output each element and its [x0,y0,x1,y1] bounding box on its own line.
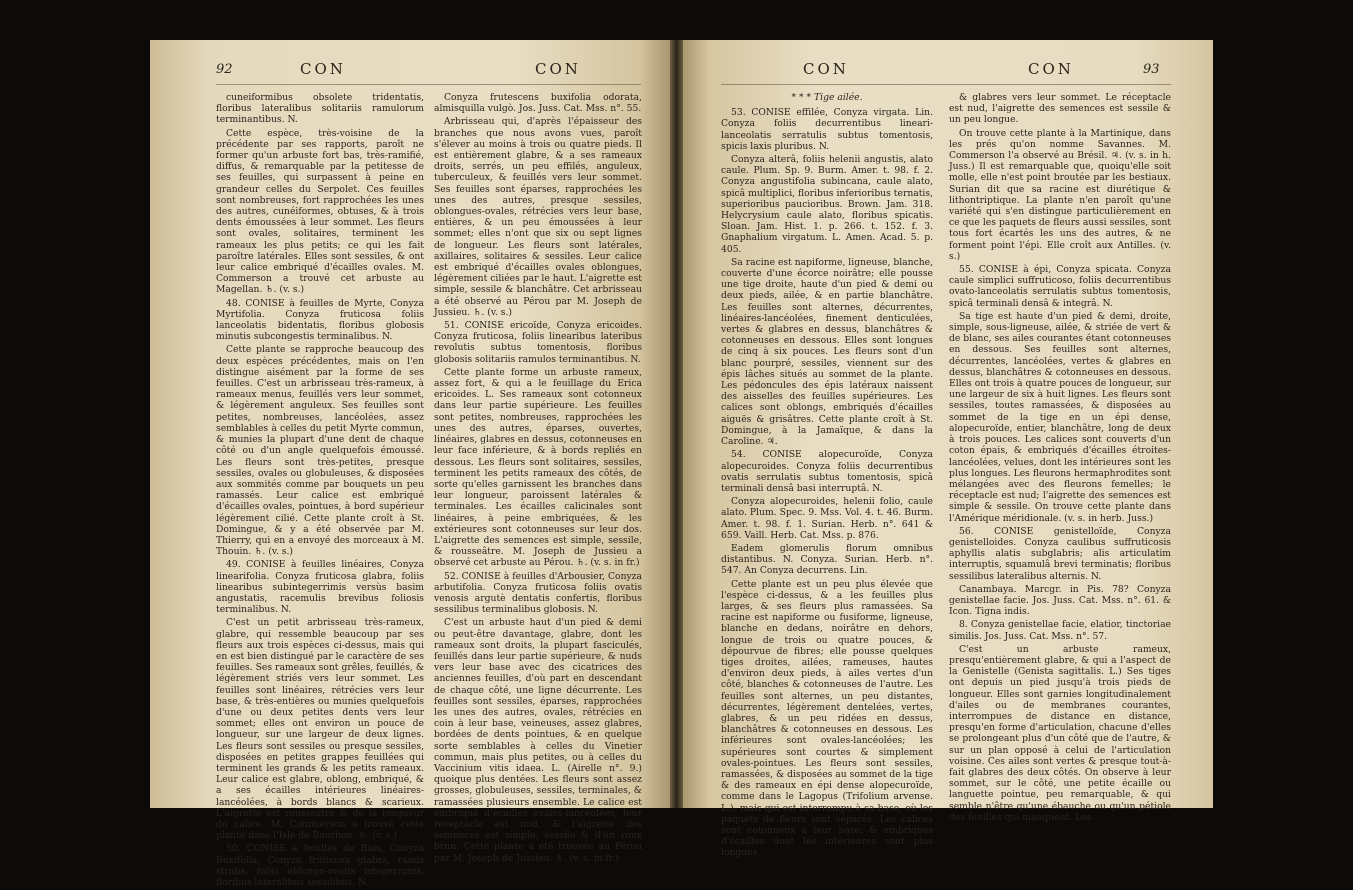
paragraph: On trouve cette plante à la Martinique, dans les prés qu'on nomme Savannes. M. Commerson l'a observé au Brésil. ♃. (v. s. in h. Juss.) Il est remarquable que, quoiqu'elle soit molle, elle n'est point broutée par les bestiaux. Surian dit que sa racine est diurétique & lithontriptique. La plante n'en paroît qu'une variété qui s'en distingue particulièrement en ce que les paquets de fleurs aussi sessiles, sont tous fort écartés les uns des autres, & ne forment point l'épi. Elle croît aux Antilles. (v. s.) [949,127,1171,262]
paragraph: cuneiformibus obsolete tridentatis, floribus lateralibus solitariis ramulorum terminantibus. N. [216,92,424,126]
running-head: CON [803,60,849,78]
paragraph: Conyza alterâ, foliis helenii angustis, alato caule. Plum. Sp. 9. Burm. Amer. t. 98. f. 2. Conyza angustifolia subincana, caule alato, spicâ multiplici, floribus inferioribus ternatis, superioribus paucioribus. Brown. Jam. 318. Helycrysium caule alato, floribus spicatis. Sloan. Jam. Hist. 1. p. 266. t. 152. f. 3. Gnaphalium virgatum. L. Amen. Acad. 5. p. 405. [721,154,933,255]
text-column-1 [721,92,933,861]
paragraph: Cette espèce, très-voisine de la précédente par ses rapports, paroît ne former qu'un arbuste fort bas, très-ramifié, diffus, & remarquable par la petitesse de ses feuilles, qui surpassent à peine en grandeur celles du Serpolet. Ces feuilles sont nombreuses, fort rapprochées les unes des autres, cunéiformes, obtuses, & à trois dents émoussées à leur sommet. Les fleurs sont ovales, solitaires, terminent les rameaux les plus petits; ce qui les fait paroître latérales. Elles sont sessiles, & ont leur calice embriqué d'écailles ovales. M. Commerson a trouvé cet arbuste au Magellan. ♄. (v. s.) [216,127,424,296]
paragraph: Canambaya. Marcgr. in Pis. 78? Conyza genistellae facie. Jos. Juss. Cat. Mss. n°. 61. & Icon. Tigna indis. [949,583,1171,618]
left-page [150,40,670,889]
paragraph: 51. CONISE ericoïde, Conyza ericoides. Conyza fruticosa, foliis linearibus lateribus revolutis subtus tomentosis, floribus globosis solitariis ramulos terminantibus. N. [434,320,642,365]
text-column-2 [949,92,1171,825]
paragraph: 49. CONISE à feuilles linéaires, Conyza linearifolia. Conyza fruticosa glabra, foliis linearibus subintegerrimis versùs basim angustatis, racemulis brevibus foliosis terminalibus. N. [216,559,424,616]
book-gutter [670,40,683,808]
paragraph: Cette plante se rapproche beaucoup des deux espèces précédentes, mais on l'en distingue aisément par la forme de ses feuilles. C'est un arbrisseau très-rameux, à rameaux menus, feuillés vers leur sommet, & légèrement anguleux. Ses feuilles sont petites, nombreuses, lancéolées, assez semblables à celles du petit Myrte commun, & munies la plupart d'une dent de chaque côté ou d'un angle quelquefois émoussé. Les fleurs sont très-petites, presque sessiles, ovales ou globuleuses, & disposées aux sommités comme par bouquets un peu ramassés. Leur calice est embriqué d'écailles ovales, pointues, à bord supérieur légèrement cilié. Cette plante croît à St. Domingue, & y a été observée par M. Thierry, qui en a envoyé des morceaux à M. Thouin. ♄. (v. s.) [216,344,424,558]
paragraph: 56. CONISE genistelloïde, Conyza genistelloides. Conyza caulibus suffruticosis aphyllis alatis subglabris; alis articulatim interruptis, squamulâ brevi terminatis; floribus sessilibus lateralibus alternis. N. [949,525,1171,582]
text-column-2 [434,92,642,866]
paragraph: Conyza frutescens buxifolia odorata, almisquilla vulgò. Jos. Juss. Cat. Mss. n°. 55. [434,92,642,115]
paragraph: 52. CONISE à feuilles d'Arbousier, Conyza arbutifolia. Conyza fruticosa foliis ovatis venosis argutè dentatis confertis, floribus sessilibus terminalibus globosis. N. [434,570,642,616]
paragraph: 48. CONISE à feuilles de Myrte, Conyza Myrtifolia. Conyza fruticosa foliis lanceolatis bidentatis, floribus globosis minutis subcongestis terminalibus. N. [216,297,424,343]
text-column-1 [216,92,424,890]
paragraph: Cette plante forme un arbuste rameux, assez fort, & qui a le feuillage du Erica ericoides. L. Ses rameaux sont cotonneux dans leur partie supérieure. Les feuilles sont petites, nombreuses, rapprochées les unes des autres, éparses, ouvertes, linéaires, glabres en dessus, cotonneuses en leur face inférieure, & à bords repliés en dessous. Les fleurs sont solitaires, sessiles, terminent les petits rameaux des côtés, de sorte qu'elles garnissent les branches dans leur longueur, paroissent latérales & terminales. Les écailles calicinales sont linéaires, à peine embriquées, & les extérieures sont cotonneuses sur leur dos. L'aigrette des semences est simple, sessile, & rousseâtre. M. Joseph de Jussieu a observé cet arbuste au Pérou. ♄. (v. s. in fr.) [434,366,642,569]
right-page [683,40,1213,859]
running-head: CON [535,60,581,78]
paragraph: Arbrisseau qui, d'après l'épaisseur des branches que nous avons vues, paroît s'élever au moins à trois ou quatre pieds. Il est entièrement glabre, & a ses rameaux droits, serrés, un peu effilés, anguleux, tuberculeux, & feuillés vers leur sommet. Ses feuilles sont éparses, rapprochées les unes des autres, presque sessiles, oblongues-ovales, rétrécies vers leur base, entières, & un peu émoussées à leur sommet; elles n'ont que six ou sept lignes de longueur. Les fleurs sont latérales, axillaires, solitaires & sessiles. Leur calice est embriqué d'écailles ovales oblongues, légèrement ciliées par le haut. L'aigrette est simple, sessile & blanchâtre. Cet arbrisseau a été observé au Pérou par M. Joseph de Jussieu. ♄. (v. s.) [434,116,642,318]
paragraph: 50. CONISE à feuilles de Buis, Conyza Buxifolia. Conyza fruticosa glabra, ramis stridis, foliis oblongo-ovatis integerrimis, floribus lateralibus sessilibus. N. [216,843,424,889]
running-head: CON [300,60,346,78]
page-number: 93 [1143,62,1160,77]
paragraph: Eadem glomerulis florum omnibus distantibus. N. Conyza. Surian. Herb. n°. 547. An Conyza decurrens. Lin. [721,542,933,577]
paragraph: Conyza alopecuroides, helenii folio, caule alato. Plum. Spec. 9. Mss. Vol. 4. t. 46. Burm. Amer. t. 98. f. 1. Surian. Herb. n°. 641 & 659. Vaill. Herb. Cat. Mss. p. 876. [721,496,933,541]
header-rule [721,84,1171,85]
paragraph: C'est un petit arbrisseau très-rameux, glabre, qui ressemble beaucoup par ses fleurs aux trois espèces ci-dessus, mais qui en est bien distingué par le caractère de ses feuilles. Ses rameaux sont grêles, feuillés, & légèrement striés vers leur sommet. Les feuilles sont linéaires, rétrécies vers leur base, & très-entières ou munies quelquefois d'une ou deux petites dents vers leur sommet; elles ont environ un pouce de longueur, sur une largeur de deux lignes. Les fleurs sont sessiles ou presque sessiles, disposées en petites grappes feuillées qui terminent les grands & les petits rameaux. Leur calice est glabre, oblong, embriqué, & a ses écailles intérieures linéaires-lancéolées, à bords blancs & scarieux. L'aigrette est rousseâtre & de la longueur du calice. M. Commerson a trouvé cette plante dans l'Isle de Bourbon. ♄. (v. s.) [216,617,424,842]
paragraph: 54. CONISE alopecuroïde, Conyza alopecuroides. Conyza foliis decurrentibus ovatis serrulatis subtus tomentosis, spicâ terminali densâ basi interruptâ. N. [721,449,933,494]
paragraph: Sa racine est napiforme, ligneuse, blanche, couverte d'une écorce noirâtre; elle pousse une tige droite, haute d'un pied & demi ou deux pieds, ailée, & en partie blanchâtre. Les feuilles sont alternes, décurrentes, linéaires-lancéolées, finement denticulées, vertes & glabres en dessus, blanchâtres & cotonneuses en dessous. Elles sont longues de cinq à six pouces. Les fleurs sont d'un blanc pourpré, sessiles, viennent sur des épis lâches situés au sommet de la plante. Les pédoncules des épis latéraux naissent des aisselles des feuilles supérieures. Les calices sont oblongs, embriqués d'écailles aiguës & grisâtres. Cette plante croît à St. Domingue, à la Jamaïque, & dans la Caroline. ♃. [721,256,933,448]
running-head: CON [1028,60,1074,78]
section-heading: * * * Tige ailée. [791,92,863,103]
paragraph: C'est un arbuste rameux, presqu'entièrement glabre, & qui a l'aspect de la Genistelle (Genista sagittalis. L.) Ses tiges ont depuis un pied jusqu'à trois pieds de longueur. Elles sont garnies longitudinalement d'ailes ou de membranes courantes, interrompues de distance en distance, presqu'en forme d'articulation, chacune d'elles se prolongeant plus d'un côté que de l'autre, & sur un plan opposé à celui de l'articulation voisine. Ces ailes sont vertes & presque tout-à-fait glabres des deux côtés. On observe à leur sommet, sur le côté, une petite écaille ou languette pointue, peu remarquable, & qui semble n'être qu'une ébauche ou qu'un pétiole des feuilles qui manquent. Les [949,643,1171,823]
paragraph: 53. CONISE effilée, Conyza virgata. Lin. Conyza foliis decurrentibus lineari-lanceolatis serratulis subtus tomentosis, spicis laxis pluribus. N. [721,107,933,152]
paragraph: 55. CONISE à épi, Conyza spicata. Conyza caule simplici suffruticoso, foliis decurrentibus ovato-lanceolatis serrulatis subtus tomentosis, spicâ terminali densâ & integrâ. N. [949,264,1171,309]
page-number: 92 [216,62,233,77]
paragraph: 8. Conyza genistellae facie, elatior, tinctoriae similis. Jos. Juss. Cat. Mss. n°. 57. [949,619,1171,642]
paragraph: Cette plante est un peu plus élevée que l'espèce ci-dessus, & a les feuilles plus larges, & ses fleurs plus ramassées. Sa racine est napiforme ou fusiforme, ligneuse, blanche en dedans, noirâtre en dehors, longue de trois ou quatre pouces, & dépourvue de fibres; elle pousse quelques tiges droites, ailées, rameuses, hautes d'environ deux pieds, à ailes vertes d'un côté, blanches & cotonneuses de l'autre. Les feuilles sont alternes, un peu distantes, décurrentes, légèrement dentelées, vertes, glabres, & un peu ridées en dessus, blanchâtres & cotonneuses en dessous. Les inférieures sont ovales-lancéolées; les supérieures sont courtes & simplement ovales-pointues. Les fleurs sont sessiles, ramassées, & disposées au sommet de la tige & des rameaux en épi dense alopecuroïde, comme dans le Lagopus (Trifolium arvense. L.), mais qui est interrompu à sa base, où les paquets de fleurs sont séparés. Les calices sont cotonneux à leur base, & embriqués d'écailles dont les intérieures sont plus longues [721,578,933,859]
paragraph: Sa tige est haute d'un pied & demi, droite, simple, sous-ligneuse, ailée, & striée de vert & de blanc, ses ailes courantes étant cotonneuses en dessous. Ses feuilles sont alternes, décurrentes, lancéolées, vertes & glabres en dessus, blanchâtres & cotonneuses en dessous. Elles ont trois à quatre pouces de longueur, sur une largeur de six à huit lignes. Les fleurs sont sessiles, toutes ramassées, & disposées au sommet de la tige en un épi dense, alopecuroïde, entier, blanchâtre, long de deux à trois pouces. Les calices sont couverts d'un coton épais, & embriqués d'écailles étroites-lancéolées, velues, dont les intérieures sont les plus longues. Les fleurons hermaphrodites sont mélangées avec des fleurons femelles; le réceptacle est nud; l'aigrette des semences est simple & sessile. On trouve cette plante dans l'Amérique méridionale. (v. s. in herb. Juss.) [949,310,1171,524]
paragraph: & glabres vers leur sommet. Le réceptacle est nud, l'aigrette des semences est sessile & un peu longue. [949,92,1171,126]
header-rule [216,84,641,85]
paragraph: C'est un arbuste haut d'un pied & demi ou peut-être davantage, glabre, dont les rameaux sont droits, la plupart fasciculés, feuillés dans leur partie supérieure, & nuds vers leur base avec des cicatrices des anciennes feuilles, d'où part en descendant de chaque côté, une ligne décurrente. Les feuilles sont sessiles, éparses, rapprochées les unes des autres, ovales, rétrécies en coin à leur base, veineuses, assez glabres, bordées de dents pointues, & en quelque sorte semblables à celles du Vinetier commun, mais plus petites, ou à celles du Vaccinium vitis idaea. L. (Airelle n°. 9.) quoique plus dentées. Les fleurs sont assez grosses, globuleuses, sessiles, terminales, & ramassées plusieurs ensemble. Le calice est embriqué d'écailles ovales-lancéolées; leur réceptacle est nud, & l'aigrette des semences est simple, sessile & d'un roux brun. Cette plante a été trouvée au Pérou par M. Joseph de Jussieu. ♄. (v. s. in fr.) [434,617,642,864]
